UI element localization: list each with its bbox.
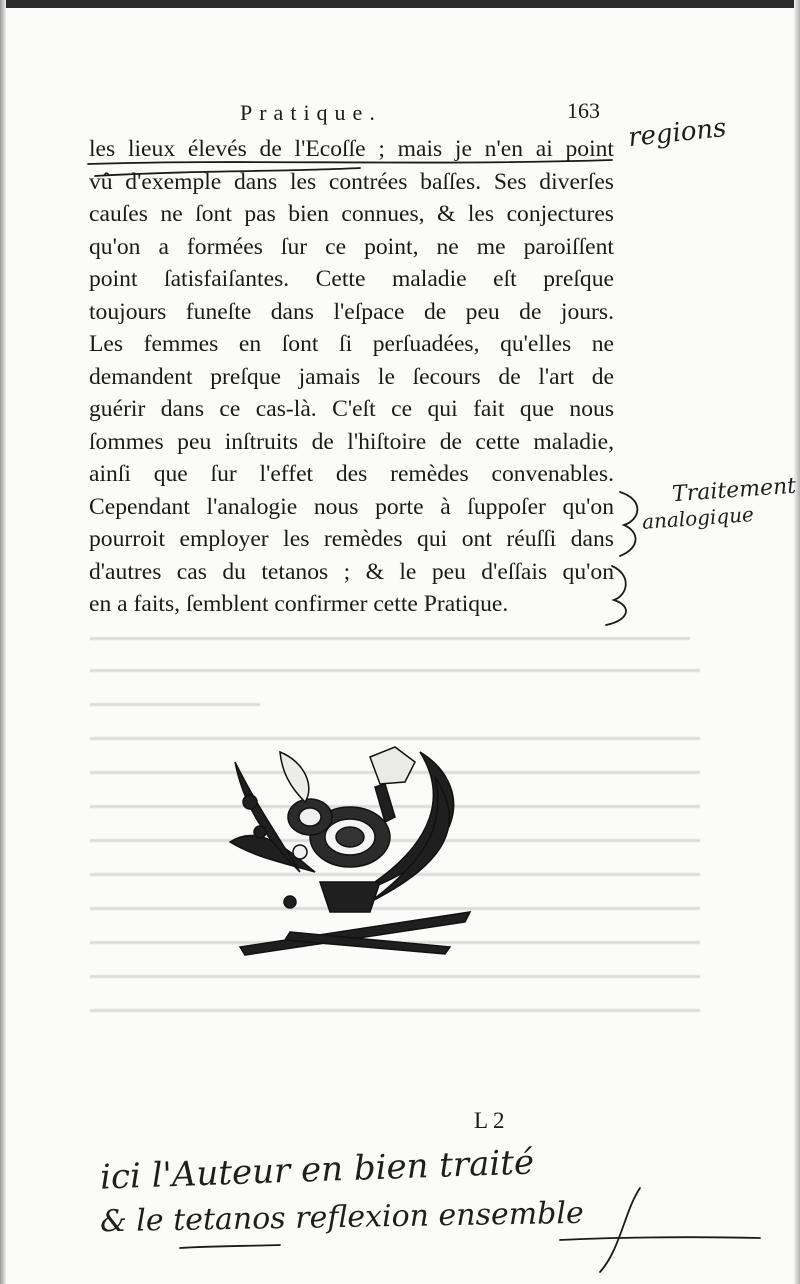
text-line: point ſatisfaiſantes. Cette maladie eſt preſque <box>89 266 614 292</box>
text-line: qu'on a formées ſur ce point, ne me paroiſſent <box>89 233 614 260</box>
handwritten-note: analogique <box>641 502 755 534</box>
handwritten-note: regions <box>626 112 728 154</box>
signature-mark: L 2 <box>474 1108 505 1133</box>
text-line: d'autres cas du tetanos ; & le peu d'eſſais qu'on <box>89 558 614 585</box>
body-text <box>89 133 614 621</box>
text-line: en a faits, ſemblent confirmer cette Pratique. <box>89 591 509 617</box>
text-line: toujours funeſte dans l'eſpace de peu de jours. <box>89 298 614 325</box>
handwritten-note: ici l'Auteur en bien traité <box>99 1142 535 1198</box>
page-gutter-shadow <box>0 0 6 1284</box>
text-line: Les femmes en ſont ſi perſuadées, qu'elles ne <box>89 331 614 357</box>
text-line: Cependant l'analogie nous porte à ſuppoſer qu'on <box>89 493 614 520</box>
text-line: ſommes peu inſtruits de l'hiſtoire de cette maladie, <box>89 428 614 455</box>
text-line: demandent preſque jamais le ſecours de l'art de <box>89 363 614 390</box>
underline-mark <box>180 1245 280 1248</box>
text-line: cauſes ne ſont pas bien connues, & les conjectures <box>89 201 614 227</box>
pen-stroke <box>560 1237 760 1240</box>
page-edge-right <box>794 0 800 1284</box>
text-line: guérir dans ce cas-là. C'eſt ce qui fait que nous <box>89 396 614 422</box>
text-line: les lieux élevés de l'Ecoſſe ; mais je n'en ai point <box>89 136 614 162</box>
floral-ornament <box>220 742 490 957</box>
handwritten-note: Traitement <box>671 473 797 508</box>
text-line: vû d'exemple dans les contrées baſſes. Ses diverſes <box>89 168 614 195</box>
text-line: pourroit employer les remèdes qui ont réuſſi dans <box>89 526 614 552</box>
pen-stroke <box>600 1188 640 1272</box>
page-number: 163 <box>567 98 600 123</box>
text-line: ainſi que ſur l'effet des remèdes convenables. <box>89 461 614 487</box>
page-edge <box>0 0 800 8</box>
margin-bracket <box>620 492 637 556</box>
handwritten-note: & le tetanos reflexion ensemble <box>99 1195 584 1240</box>
running-head: Pratique. <box>240 100 382 125</box>
